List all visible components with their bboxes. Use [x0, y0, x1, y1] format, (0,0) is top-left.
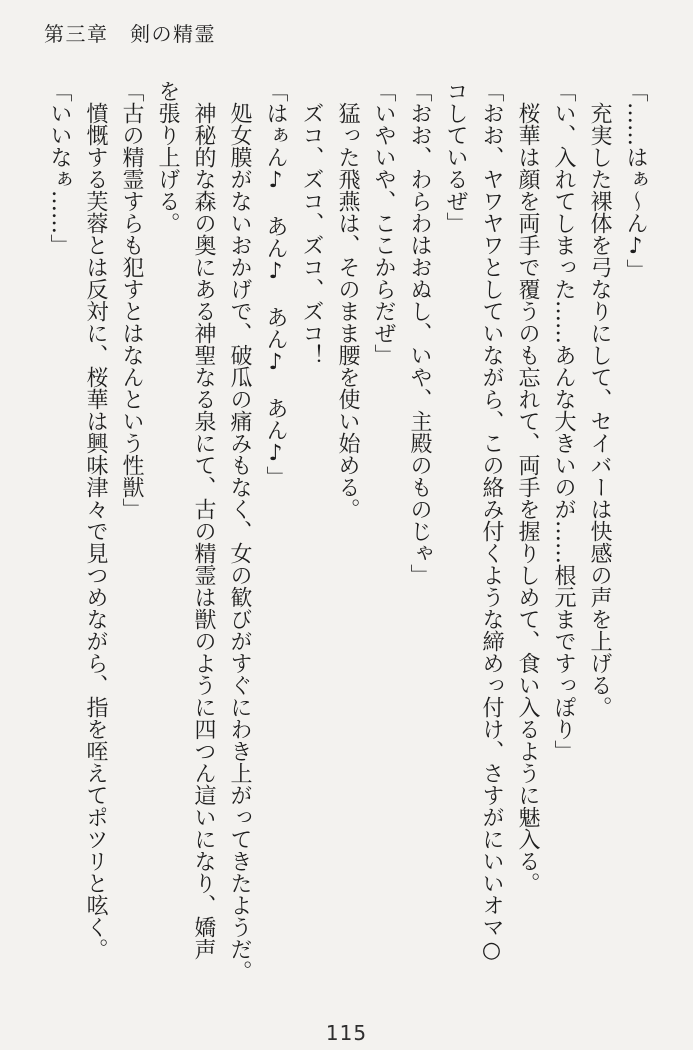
chapter-header: 第三章 剣の精霊	[44, 22, 216, 46]
body-text	[39, 80, 653, 1010]
text-line-13: 神秘的な森の奥にある神聖なる泉にて、古の精霊は獣のように四つん這いになり、嬌声	[191, 102, 216, 960]
text-line-6: コしているぜ」	[443, 80, 468, 234]
page-number: 115	[325, 1021, 368, 1045]
text-line-4: 桜華は顔を両手で覆うのも忘れて、両手を握りしめて、食い入るように魅入る。	[515, 102, 540, 894]
text-line-8: 「いやいや、ここからだぜ」	[371, 80, 396, 366]
text-line-15: 「古の精霊すらも犯すとはなんという性獣」	[119, 80, 144, 520]
text-line-17: 「いいなぁ……」	[47, 80, 72, 256]
text-line-5: 「おお、ヤワヤワとしていながら、この絡み付くような締めっ付け、さすがにいいオマ○	[479, 80, 504, 963]
text-line-16: 憤慨する芙蓉とは反対に、桜華は興味津々で見つめながら、指を咥えてポツリと呟く。	[83, 102, 108, 960]
text-line-7: 「おお、わらわはおぬし、いや、主殿のものじゃ」	[407, 80, 432, 586]
text-line-9: 猛った飛燕は、そのまま腰を使い始める。	[335, 102, 360, 520]
text-line-14: を張り上げる。	[155, 80, 180, 234]
text-line-10: ズコ、ズコ、ズコ、ズコ！	[299, 102, 324, 366]
text-line-2: 充実した裸体を弓なりにして、セイバーは快感の声を上げる。	[587, 102, 612, 718]
text-line-11: 「はぁん♪ あん♪ あん♪ あん♪」	[263, 80, 288, 488]
text-line-3: 「い、入れてしまった……あんな大きいのが……根元まですっぽり」	[551, 80, 576, 762]
text-line-1: 「……はぁ～ん♪」	[623, 80, 648, 281]
text-line-12: 処女膜がないおかげで、破瓜の痛みもなく、女の歓びがすぐにわき上がってきたようだ。	[227, 102, 252, 982]
